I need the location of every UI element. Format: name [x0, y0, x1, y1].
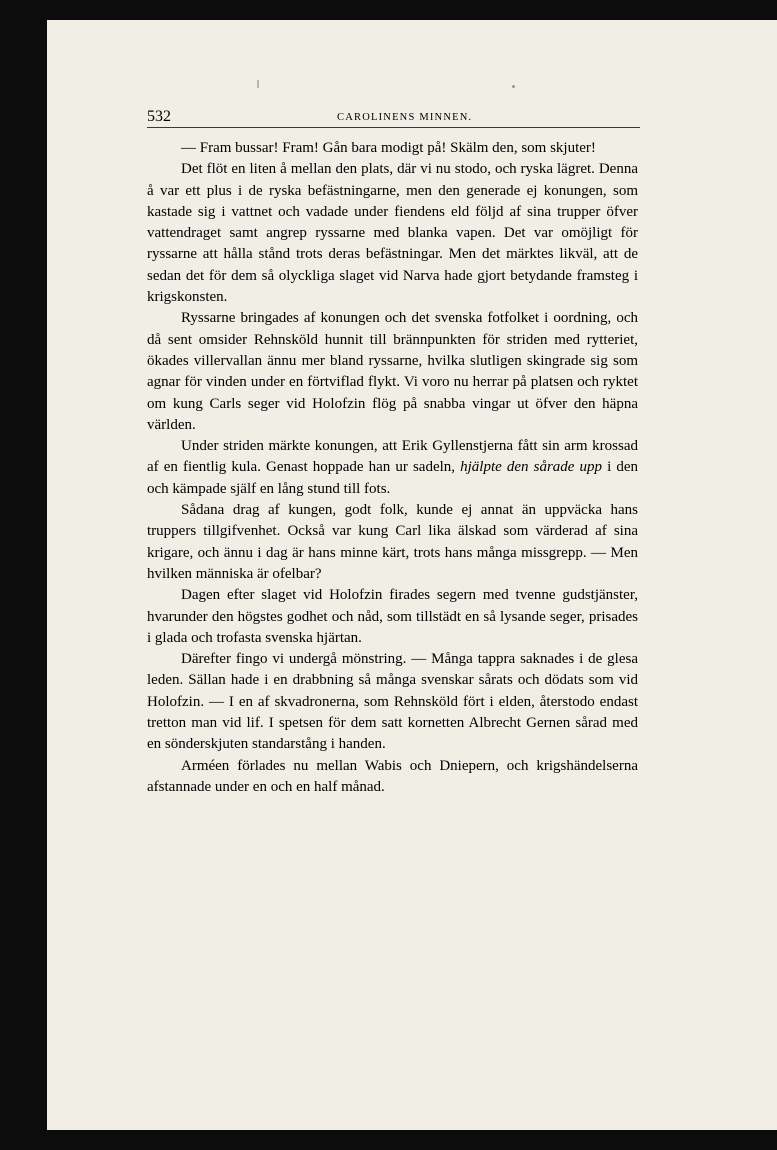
paragraph: Dagen efter slaget vid Holofzin firades segern med tvenne gudstjänster, hvarunder den högstes godhet och nåd, som tillstädt en så lysande seger, prisades i glada och trofasta svenska hjärtan.	[147, 587, 638, 646]
paragraph: Sådana drag af kungen, godt folk, kunde ej annat än uppväcka hans truppers tillgifvenhet. Också var kung Carl lika älskad som värderad af sina krigare, och ännu i dag är hans minne kärt, trots hans många missgrepp. — Men hvilken människa är ofelbar?	[147, 502, 638, 582]
header-rule	[147, 127, 640, 128]
paragraph: Därefter fingo vi undergå mönstring. — Många tappra saknades i de glesa leden. Sällan hade i en drabbning så många svenskar sårats och dödats som vid Holofzin. — I en af skvadronerna, som Rehnsköld fört i elden, återstodo endast tretton man vid lif. I spetsen för dem satt kornetten Albrecht Gernen sårad med en sönderskjuten standarstång i handen.	[147, 651, 638, 753]
page-number: 532	[147, 108, 171, 125]
paragraph-text: Under striden märkte konungen, att Erik Gyllenstjerna fått sin arm krossad af en fientlig kula. Genast hoppade han ur sadeln,	[147, 438, 638, 476]
speck-mark	[512, 85, 515, 88]
paragraph-text: i den och kämpade själf en lång stund till fots.	[147, 459, 638, 497]
paragraph: Det flöt en liten å mellan den plats, där vi nu stodo, och ryska lägret. Denna å var ett plus i de ryska befästningarne, men den generade ej konungen, som kastade sig i vattnet och vadade under fiendens eld följd af sina trupper öfver vattendraget samt angrep ryssarne med blanka vapen. Det var omöjligt för ryssarne att hålla stånd trots deras befästningar. Men det märktes likväl, att de sedan det för dem så olyckliga slaget vid Narva hade gjort betydande framsteg i krigskonsten.	[147, 161, 638, 306]
paragraph: Ryssarne bringades af konungen och det svenska fotfolket i oordning, och då sent omsider Rehnsköld hunnit till brännpunkten för striden med rytteriet, ökades villervallan ännu mer bland ryssarne, hvilka slutligen skingrade sig som agnar för vinden under en förtviflad flykt. Vi voro nu herrar på platsen och ryktet om kung Carls seger vid Holofzin flög på snabba vingar ut öfver den häpna världen.	[147, 310, 638, 433]
page-specks	[257, 80, 557, 90]
paragraph: Arméen förlades nu mellan Wabis och Dniepern, och krigshändelserna afstannade under en och en half månad.	[147, 757, 638, 795]
paragraph: — Fram bussar! Fram! Gån bara modigt på! Skälm den, som skjuter!	[181, 140, 596, 156]
running-title: CAROLINENS MINNEN.	[337, 112, 473, 123]
paragraph	[147, 436, 638, 500]
speck-mark	[257, 80, 259, 88]
body-text	[147, 138, 638, 798]
italic-phrase: hjälpte den sårade upp	[460, 459, 603, 476]
running-head	[147, 108, 640, 128]
